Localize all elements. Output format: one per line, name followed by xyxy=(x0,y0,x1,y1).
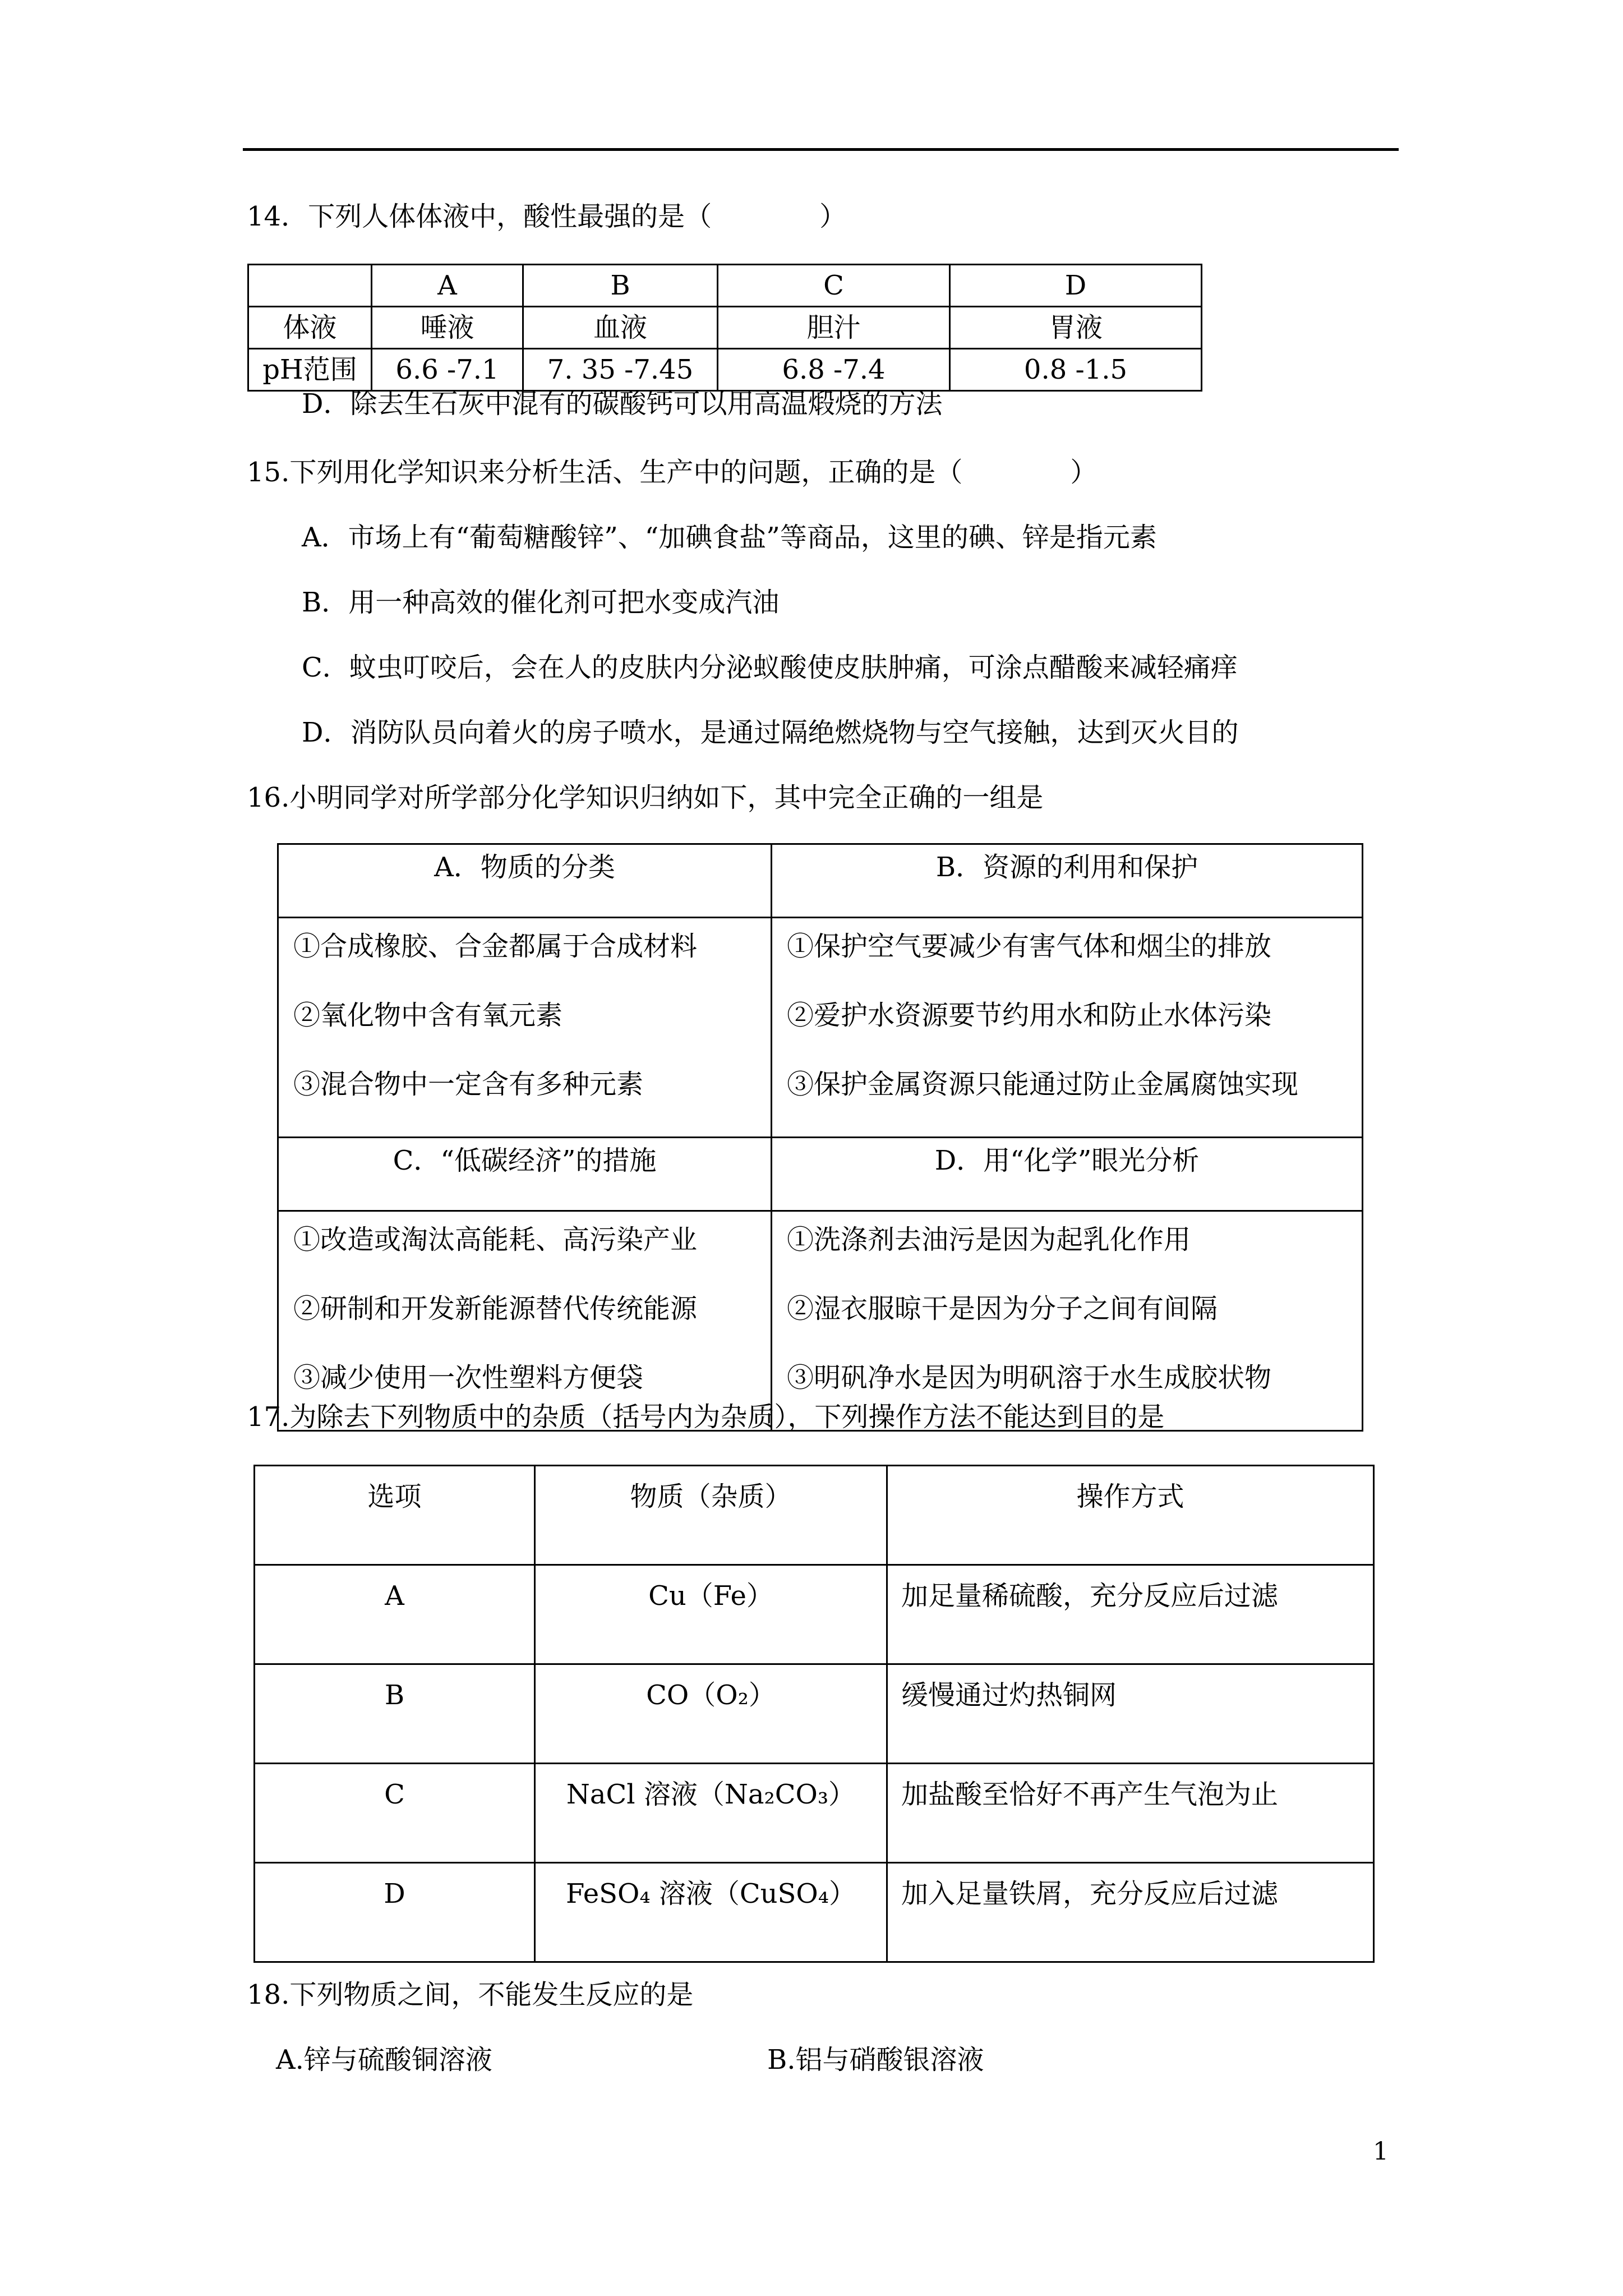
q16-summary-table xyxy=(277,843,1363,1432)
q15-option-a: A．市场上有“葡萄糖酸锌”、“加碘食盐”等商品，这里的碘、锌是指元素 xyxy=(302,522,1157,553)
operation-cell: 加入足量铁屑，充分反应后过滤 xyxy=(887,1863,1374,1962)
section-c-title: C．“低碳经济”的措施 xyxy=(278,1138,772,1211)
q14-ph-table xyxy=(247,264,1202,392)
q15-stem: 15.下列用化学知识来分析生活、生产中的问题，正确的是（ ） xyxy=(247,457,1098,488)
section-b-title: B．资源的利用和保护 xyxy=(772,844,1363,918)
table-cell: 6.6 -7.1 xyxy=(372,349,523,391)
q18-option-b: B.铝与硝酸银溶液 xyxy=(767,2044,984,2076)
substance-cell: NaCl 溶液（Na₂CO₃） xyxy=(535,1764,887,1863)
substance-cell: CO（O₂） xyxy=(535,1664,887,1764)
q14-note: D．除去生石灰中混有的碳酸钙可以用高温煅烧的方法 xyxy=(302,388,943,420)
q15-option-c: C．蚊虫叮咬后，会在人的皮肤内分泌蚁酸使皮肤肿痛，可涂点醋酸来减轻痛痒 xyxy=(302,652,1238,683)
table-cell: C xyxy=(718,265,950,307)
option-cell: D xyxy=(255,1863,535,1962)
list-item: ②湿衣服晾干是因为分子之间有间隔 xyxy=(787,1293,1218,1324)
option-cell: B xyxy=(255,1664,535,1764)
table-cell: B xyxy=(523,265,718,307)
list-item: ②爱护水资源要节约用水和防止水体污染 xyxy=(787,1000,1272,1031)
table-row xyxy=(278,918,1363,1138)
operation-cell: 加盐酸至恰好不再产生气泡为止 xyxy=(887,1764,1374,1863)
q18-option-a: A.锌与硫酸铜溶液 xyxy=(276,2044,492,2076)
list-item: ①合成橡胶、合金都属于合成材料 xyxy=(293,931,698,962)
column-header-substance: 物质（杂质） xyxy=(535,1466,887,1565)
option-cell: C xyxy=(255,1764,535,1863)
table-cell: 唾液 xyxy=(372,307,523,349)
table-cell: 体液 xyxy=(248,307,372,349)
operation-cell: 缓慢通过灼热铜网 xyxy=(887,1664,1374,1764)
section-d-items xyxy=(772,1211,1363,1431)
table-cell: 胆汁 xyxy=(718,307,950,349)
q17-impurity-table xyxy=(253,1465,1375,1963)
table-cell: 0.8 -1.5 xyxy=(950,349,1202,391)
table-cell xyxy=(248,265,372,307)
section-a-items xyxy=(278,918,772,1138)
table-row xyxy=(248,265,1202,307)
table-cell: 血液 xyxy=(523,307,718,349)
table-row xyxy=(248,307,1202,349)
operation-cell: 加足量稀硫酸，充分反应后过滤 xyxy=(887,1565,1374,1664)
table-row xyxy=(278,844,1363,918)
page-number: 1 xyxy=(1373,2137,1389,2166)
q16-stem: 16.小明同学对所学部分化学知识归纳如下，其中完全正确的一组是 xyxy=(247,782,1044,813)
column-header-operation: 操作方式 xyxy=(887,1466,1374,1565)
table-cell: pH范围 xyxy=(248,349,372,391)
list-item: ②研制和开发新能源替代传统能源 xyxy=(293,1293,698,1324)
table-cell: D xyxy=(950,265,1202,307)
q15-option-b: B．用一种高效的催化剂可把水变成汽油 xyxy=(302,587,780,618)
list-item: ②氧化物中含有氧元素 xyxy=(293,1000,563,1031)
list-item: ③明矾净水是因为明矾溶于水生成胶状物 xyxy=(787,1362,1272,1393)
list-item: ③减少使用一次性塑料方便袋 xyxy=(293,1362,644,1393)
column-header-option: 选项 xyxy=(255,1466,535,1565)
list-item: ①洗涤剂去油污是因为起乳化作用 xyxy=(787,1224,1191,1255)
table-row xyxy=(255,1764,1374,1863)
substance-cell: FeSO₄ 溶液（CuSO₄） xyxy=(535,1863,887,1962)
table-row xyxy=(255,1466,1374,1565)
table-row xyxy=(278,1138,1363,1211)
table-row xyxy=(255,1863,1374,1962)
table-row xyxy=(248,349,1202,391)
q15-option-d: D．消防队员向着火的房子喷水，是通过隔绝燃烧物与空气接触，达到灭火目的 xyxy=(302,717,1239,748)
q17-stem: 17.为除去下列物质中的杂质（括号内为杂质），下列操作方法不能达到目的是 xyxy=(247,1401,1165,1433)
table-row xyxy=(278,1211,1363,1431)
section-a-title: A．物质的分类 xyxy=(278,844,772,918)
substance-cell: Cu（Fe） xyxy=(535,1565,887,1664)
list-item: ③混合物中一定含有多种元素 xyxy=(293,1069,644,1100)
table-row xyxy=(255,1664,1374,1764)
header-rule xyxy=(243,148,1399,151)
list-item: ①改造或淘汰高能耗、高污染产业 xyxy=(293,1224,698,1255)
table-cell: 6.8 -7.4 xyxy=(718,349,950,391)
table-row xyxy=(255,1565,1374,1664)
section-c-items xyxy=(278,1211,772,1431)
q18-stem: 18.下列物质之间，不能发生反应的是 xyxy=(247,1979,694,2010)
table-cell: 7. 35 -7.45 xyxy=(523,349,718,391)
list-item: ③保护金属资源只能通过防止金属腐蚀实现 xyxy=(787,1069,1299,1100)
list-item: ①保护空气要减少有害气体和烟尘的排放 xyxy=(787,931,1272,962)
table-cell: A xyxy=(372,265,523,307)
option-cell: A xyxy=(255,1565,535,1664)
table-cell: 胃液 xyxy=(950,307,1202,349)
section-b-items xyxy=(772,918,1363,1138)
section-d-title: D．用“化学”眼光分析 xyxy=(772,1138,1363,1211)
q14-stem: 14．下列人体体液中，酸性最强的是（ ） xyxy=(247,201,847,232)
